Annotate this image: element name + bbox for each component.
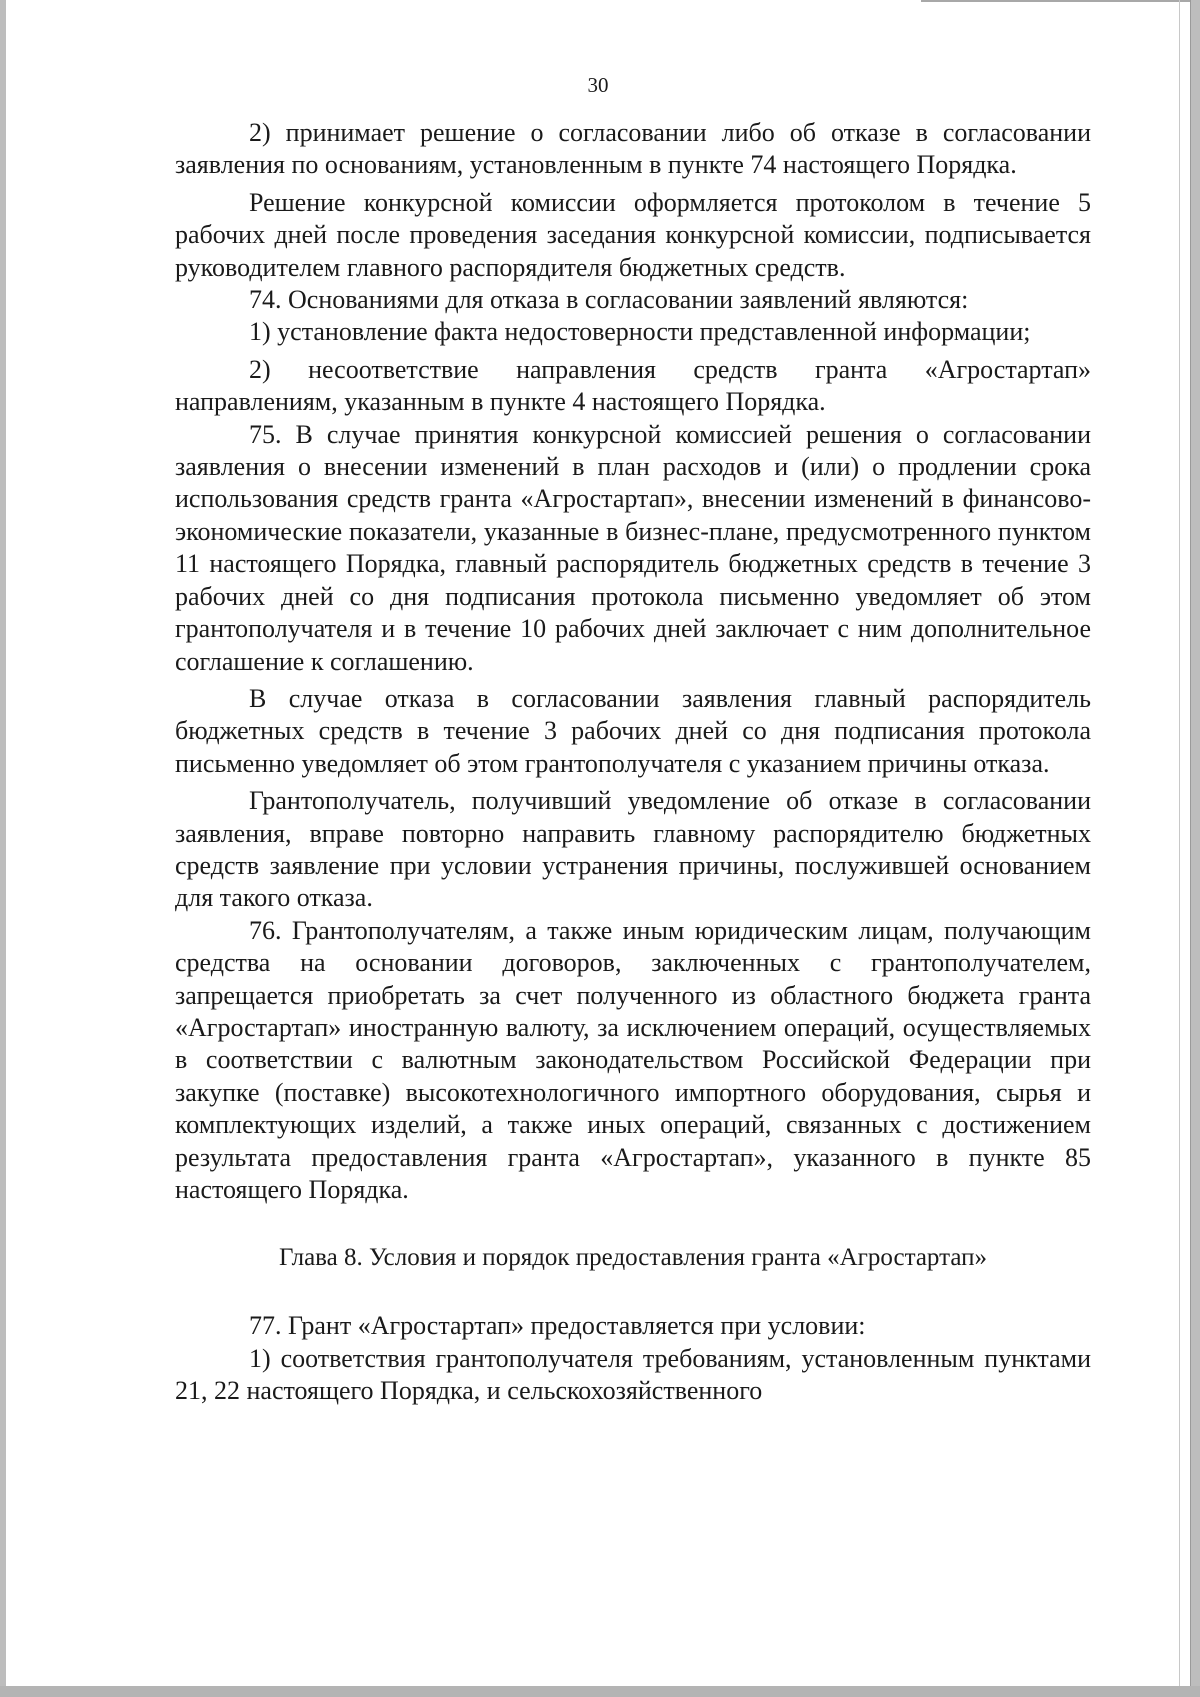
paragraph-73-item-2: 2) принимает решение о согласовании либо об отказе в согласовании заявления по основаниям, установленным в пункте 74 настоящего Порядка. [175, 118, 1091, 180]
scan-bottom-edge [0, 1686, 1200, 1697]
paragraph-74-item-2: 2) несоответствие направления средств гранта «Агростартап» направлениям, указанным в пункте 4 настоящего Порядка. [175, 354, 1091, 417]
paragraph-74: 74. Основаниями для отказа в согласовании заявлений являются: [249, 285, 969, 315]
paragraph-75: 75. В случае принятия конкурсной комиссией решения о согласовании заявления о внесении изменений в план расходов и (или) о продлении срока использования средств гранта «Агростартап», внесении изменений в финансово-экономические показатели, указанные в бизнес-плане, предусмотренного пунктом 11 настоящего Порядка, главный распорядитель бюджетных средств в течение 3 рабочих дней со дня подписания протокола письменно уведомляет об этом грантополучателя и в течение 10 рабочих дней заключает с ним дополнительное соглашение к соглашению. [175, 419, 1091, 676]
paragraph-refusal: В случае отказа в согласовании заявления главный распорядитель бюджетных средств в течение 3 рабочих дней со дня подписания протокола письменно уведомляет об этом грантополучателя с указанием причины отказа. [175, 683, 1091, 778]
scan-edge-top [921, 0, 1190, 2]
paragraph-resubmission: Грантополучатель, получивший уведомление об отказе в согласовании заявления, вправе повторно направить главному распорядителю бюджетных средств заявление при условии устранения причины, послужившей основанием для такого отказа. [175, 786, 1091, 913]
scan-edge-right [1179, 0, 1180, 1686]
page-number: 30 [587, 73, 609, 97]
document-page [6, 0, 1190, 1686]
paragraph-77: 77. Грант «Агростартап» предоставляется при условии: [249, 1311, 866, 1341]
paragraph-77-item-1: 1) соответствия грантополучателя требованиям, установленным пунктами 21, 22 настоящего Порядка, и сельскохозяйственного [175, 1343, 1091, 1406]
document-body [175, 117, 1091, 1408]
chapter-heading: Глава 8. Условия и порядок предоставления гранта «Агростартап» [279, 1244, 987, 1272]
paragraph-commission-decision: Решение конкурсной комиссии оформляется протоколом в течение 5 рабочих дней после проведения заседания конкурсной комиссии, подписывается руководителем главного распорядителя бюджетных средств. [175, 187, 1091, 282]
paragraph-76: 76. Грантополучателям, а также иным юридическим лицам, получающим средства на основании договоров, заключенных с грантополучателем, запрещается приобретать за счет полученного из областного бюджета гранта «Агростартап» иностранную валюту, за исключением операций, осуществляемых в соответствии с валютным законодательством Российской Федерации при закупке (поставке) высокотехнологичного импортного оборудования, сырья и комплектующих изделий, а также иных операций, связанных с достижением результата предоставления гранта «Агростартап», указанного в пункте 85 настоящего Порядка. [175, 915, 1091, 1204]
paragraph-74-item-1: 1) установление факта недостоверности представленной информации; [249, 317, 1031, 347]
